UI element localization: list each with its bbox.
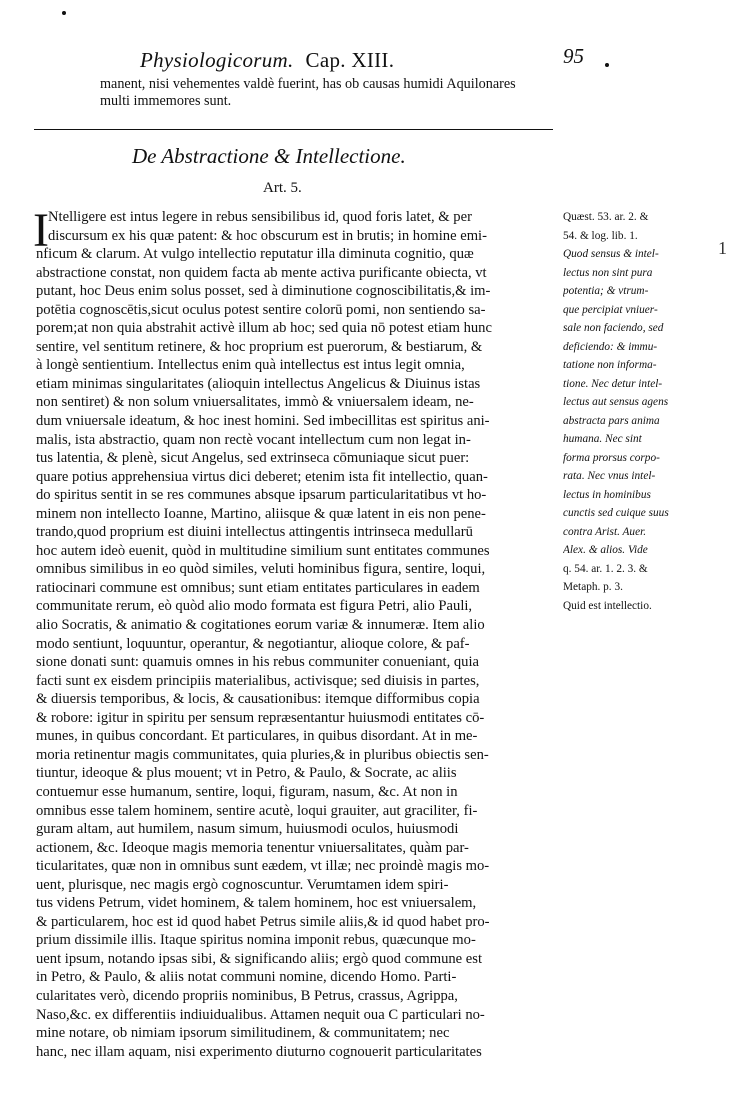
body-line: prium dissimile illis. Itaque spiritus nomina imponit rebus, quæcunque mo-	[36, 932, 476, 949]
marginal-note-line: lectus in hominibus	[563, 488, 651, 501]
body-line: putant, hoc Deus enim solus posset, sed à diminutione cognoscibilitatis,& im-	[36, 283, 491, 300]
running-header	[140, 48, 394, 73]
body-line: & robore: igitur in spiritu per sensum repræsentantur huiusmodi entitates cō-	[36, 709, 485, 726]
body-line: munes, in quibus concordant. Et particulares, in quibus disordant. At in me-	[36, 728, 478, 745]
body-line: hoc autem ideò euenit, quòd in multitudine similium sunt entitates communes	[36, 542, 490, 559]
marginal-note-line: rata. Nec vnus intel-	[563, 470, 656, 482]
continuation-text	[100, 76, 560, 110]
body-line: ratiocinari commune est omnibus; sunt etiam entitates particulares in eadem	[36, 579, 480, 596]
body-line: tus latentia, & plenè, sicut Angelus, sed extrinseca cōmuniaque sicut puer:	[36, 450, 470, 467]
running-title: Physiologicorum.	[140, 48, 294, 72]
body-line: dum vniuersale ideatum, & hoc inest homini. Sed imbecillitas est spiritus ani-	[36, 413, 490, 430]
ink-dot	[605, 63, 609, 67]
ink-dot	[62, 11, 66, 15]
body-line: uent ipsum, notando ipsas sibi, & significando aliis; ergò quod commune est	[36, 950, 483, 967]
body-line: malis, ista abstractio, quam non rectè vocant intellectum cum non legat in-	[36, 431, 471, 448]
body-line: & particularem, hoc est id quod habet Petrus simile aliis,& id quod habet pro-	[36, 913, 490, 930]
marginal-note-line: Quid est intellectio.	[563, 599, 652, 612]
body-line: cularitates verò, dicendo propriis nominibus, B Petrus, crassus, Agrippa,	[36, 987, 458, 1004]
body-line: trando,quod proprium est diuini intellectus attingentis intrinseca medullarū	[36, 524, 473, 541]
body-line: contuemur esse humanum, sentire, loqui, figuram, nasum, &c. At non in	[36, 783, 458, 800]
body-line: Ntelligere est intus legere in rebus sensibilibus id, quod foris latet, & per	[48, 209, 472, 225]
marginal-note-line: Metaph. p. 3.	[563, 581, 623, 593]
body-line: ticularitates, quæ non in omnibus sunt eædem, vt illæ; nec proindè magis mo-	[36, 858, 490, 875]
body-line: guram altam, aut humilem, nasum simum, huiusmodi oculos, huiusmodi	[36, 821, 459, 838]
marginal-note-line: Quod sensus & intel-	[563, 248, 659, 260]
body-line: minem non intellecto Ioanne, Martino, aliisque & quæ latent in eis non pene-	[36, 505, 486, 522]
marginal-note-line: tione. Nec detur intel-	[563, 377, 663, 390]
body-line: omnibus esse talem hominem, sentire acutè, loqui grauiter, aut graciliter, fi-	[36, 802, 478, 819]
body-line: discursum ex his quæ patent: & hoc obscurum est in brutis; in homine emi-	[48, 227, 487, 244]
marginal-note-line: contra Arist. Auer.	[563, 525, 647, 538]
page-number: 95	[563, 44, 584, 68]
body-line: sentire, vel sentitum retinere, & hoc proprium est puerorum, & bestiarum, &	[36, 338, 483, 355]
body-line: in Petro, & Paulo, & aliis notat communi nomine, dicendo Homo. Parti-	[36, 969, 457, 986]
article-label: Art. 5.	[263, 180, 302, 196]
body-line: quare potius apprehensiua virtus dici deberet; etenim ista fit intellectio, quan-	[36, 468, 488, 485]
body-line: communitate rerum, eò quòd alio modo formata est figura Petri, alio Pauli,	[36, 598, 473, 615]
body-line: Naso,&c. ex differentiis indiuidualibus. Attamen nequit oua C particulari no-	[36, 1006, 485, 1023]
marginal-notes	[563, 208, 729, 615]
body-line: actionem, &c. Ideoque magis memoria tenentur vniuersalitates, quàm par-	[36, 839, 469, 856]
marginal-note-line: sale non faciendo, sed	[563, 322, 664, 334]
body-line: uent, plurisque, nec magis ergò cognoscuntur. Verumtamen idem spiri-	[36, 876, 449, 893]
marginal-note-line: q. 54. ar. 1. 2. 3. &	[563, 562, 648, 575]
body-line: nficum & clarum. At vulgo intellectio reputatur illa diminuta cognitio, quæ	[36, 246, 474, 263]
continuation-line: multi immemores sunt.	[100, 93, 232, 109]
marginal-note-line: deficiendo: & immu-	[563, 340, 658, 353]
marginal-note-line: potentia; & vtrum-	[563, 285, 649, 297]
body-line: facti sunt ex eisdem principiis materialibus, activisque; sed diuisis in partes,	[36, 672, 480, 689]
marginal-note-line: Quæst. 53. ar. 2. &	[563, 211, 649, 223]
marginal-note-line: abstracta pars anima	[563, 414, 660, 427]
body-line: potētia cognoscētis,sicut oculus potest sentire colorū pomi, non sentiendo sa-	[36, 301, 486, 318]
marginal-note-line: humana. Nec sint	[563, 433, 642, 445]
body-line: abstractione constat, non quidem facta ab mente activa purificante obiecta, vt	[36, 264, 487, 281]
stray-pencil-mark: 1	[718, 238, 727, 258]
marginal-note-line: lectus aut sensus agens	[563, 396, 669, 408]
body-line: tiuntur, ideoque & plus mouent; vt in Petro, & Paulo, & Socrate, ac aliis	[36, 765, 457, 782]
body-line: moria retinentur magis communitates, quia pluries,& in pluribus obiectis sen-	[36, 746, 489, 763]
continuation-line: manent, nisi vehementes valdè fuerint, has ob causas humidi Aquilonares	[100, 76, 516, 92]
marginal-note-line: forma prorsus corpo-	[563, 451, 660, 464]
marginal-note-line: 54. & log. lib. 1.	[563, 229, 638, 242]
body-line: mine notare, ob nimiam ipsorum similitudinem, & communitatem; nec	[36, 1025, 450, 1042]
marginal-note-line: tatione non informa-	[563, 359, 657, 371]
body-line: modo sentiunt, loquuntur, operantur, & negotiantur, alioque colore, & paf-	[36, 635, 470, 652]
body-line: tus videns Petrum, videt hominem, & talem hominem, hoc est vniuersalem,	[36, 895, 477, 912]
body-line: & diuersis temporibus, & locis, & causationibus: itemque difformibus copia	[36, 691, 480, 708]
marginal-note-line: Alex. & alios. Vide	[563, 544, 648, 556]
horizontal-rule	[34, 129, 553, 130]
marginal-note-line: cunctis sed cuique suus	[563, 507, 669, 519]
main-text-column	[36, 208, 558, 1061]
body-line: omnibus similibus in eo quòd similes, veluti hominibus figura, sentire, loqui,	[36, 561, 486, 578]
body-line: non sentiret) & non solum vniuersalitates, immò & vniuersalem ideam, ne-	[36, 394, 474, 411]
drop-cap: I	[33, 204, 49, 257]
body-line: à longè sentientium. Intellectus enim quà intellectus est intus legit omnia,	[36, 357, 465, 374]
body-line: sione donati sunt: quamuis omnes in his rebus communiter conueniant, quia	[36, 654, 480, 671]
body-line: porem;at non quia abstrahit activè illum ab hoc; sed quia nō potest etiam hunc	[36, 320, 492, 337]
body-line: alio Socratis, & animatio & cogitationes eorum variæ & innumeræ. Item alio	[36, 617, 485, 634]
chapter-label: Cap. XIII.	[305, 48, 395, 72]
section-title: De Abstractione & Intellectione.	[132, 144, 406, 168]
body-line: hanc, nec illam aquam, nisi experimento diuturno cognouerit particularitates	[36, 1043, 482, 1060]
marginal-note-line: que percipiat vniuer-	[563, 303, 658, 316]
body-line: etiam minimas singularitates (alioquin intellectus Angelicus & Diuinus istas	[36, 375, 481, 392]
body-line: do spiritus sentit in se res communes absque ipsarum particularitatibus vt ho-	[36, 487, 487, 504]
marginal-note-line: lectus non sint pura	[563, 266, 653, 279]
